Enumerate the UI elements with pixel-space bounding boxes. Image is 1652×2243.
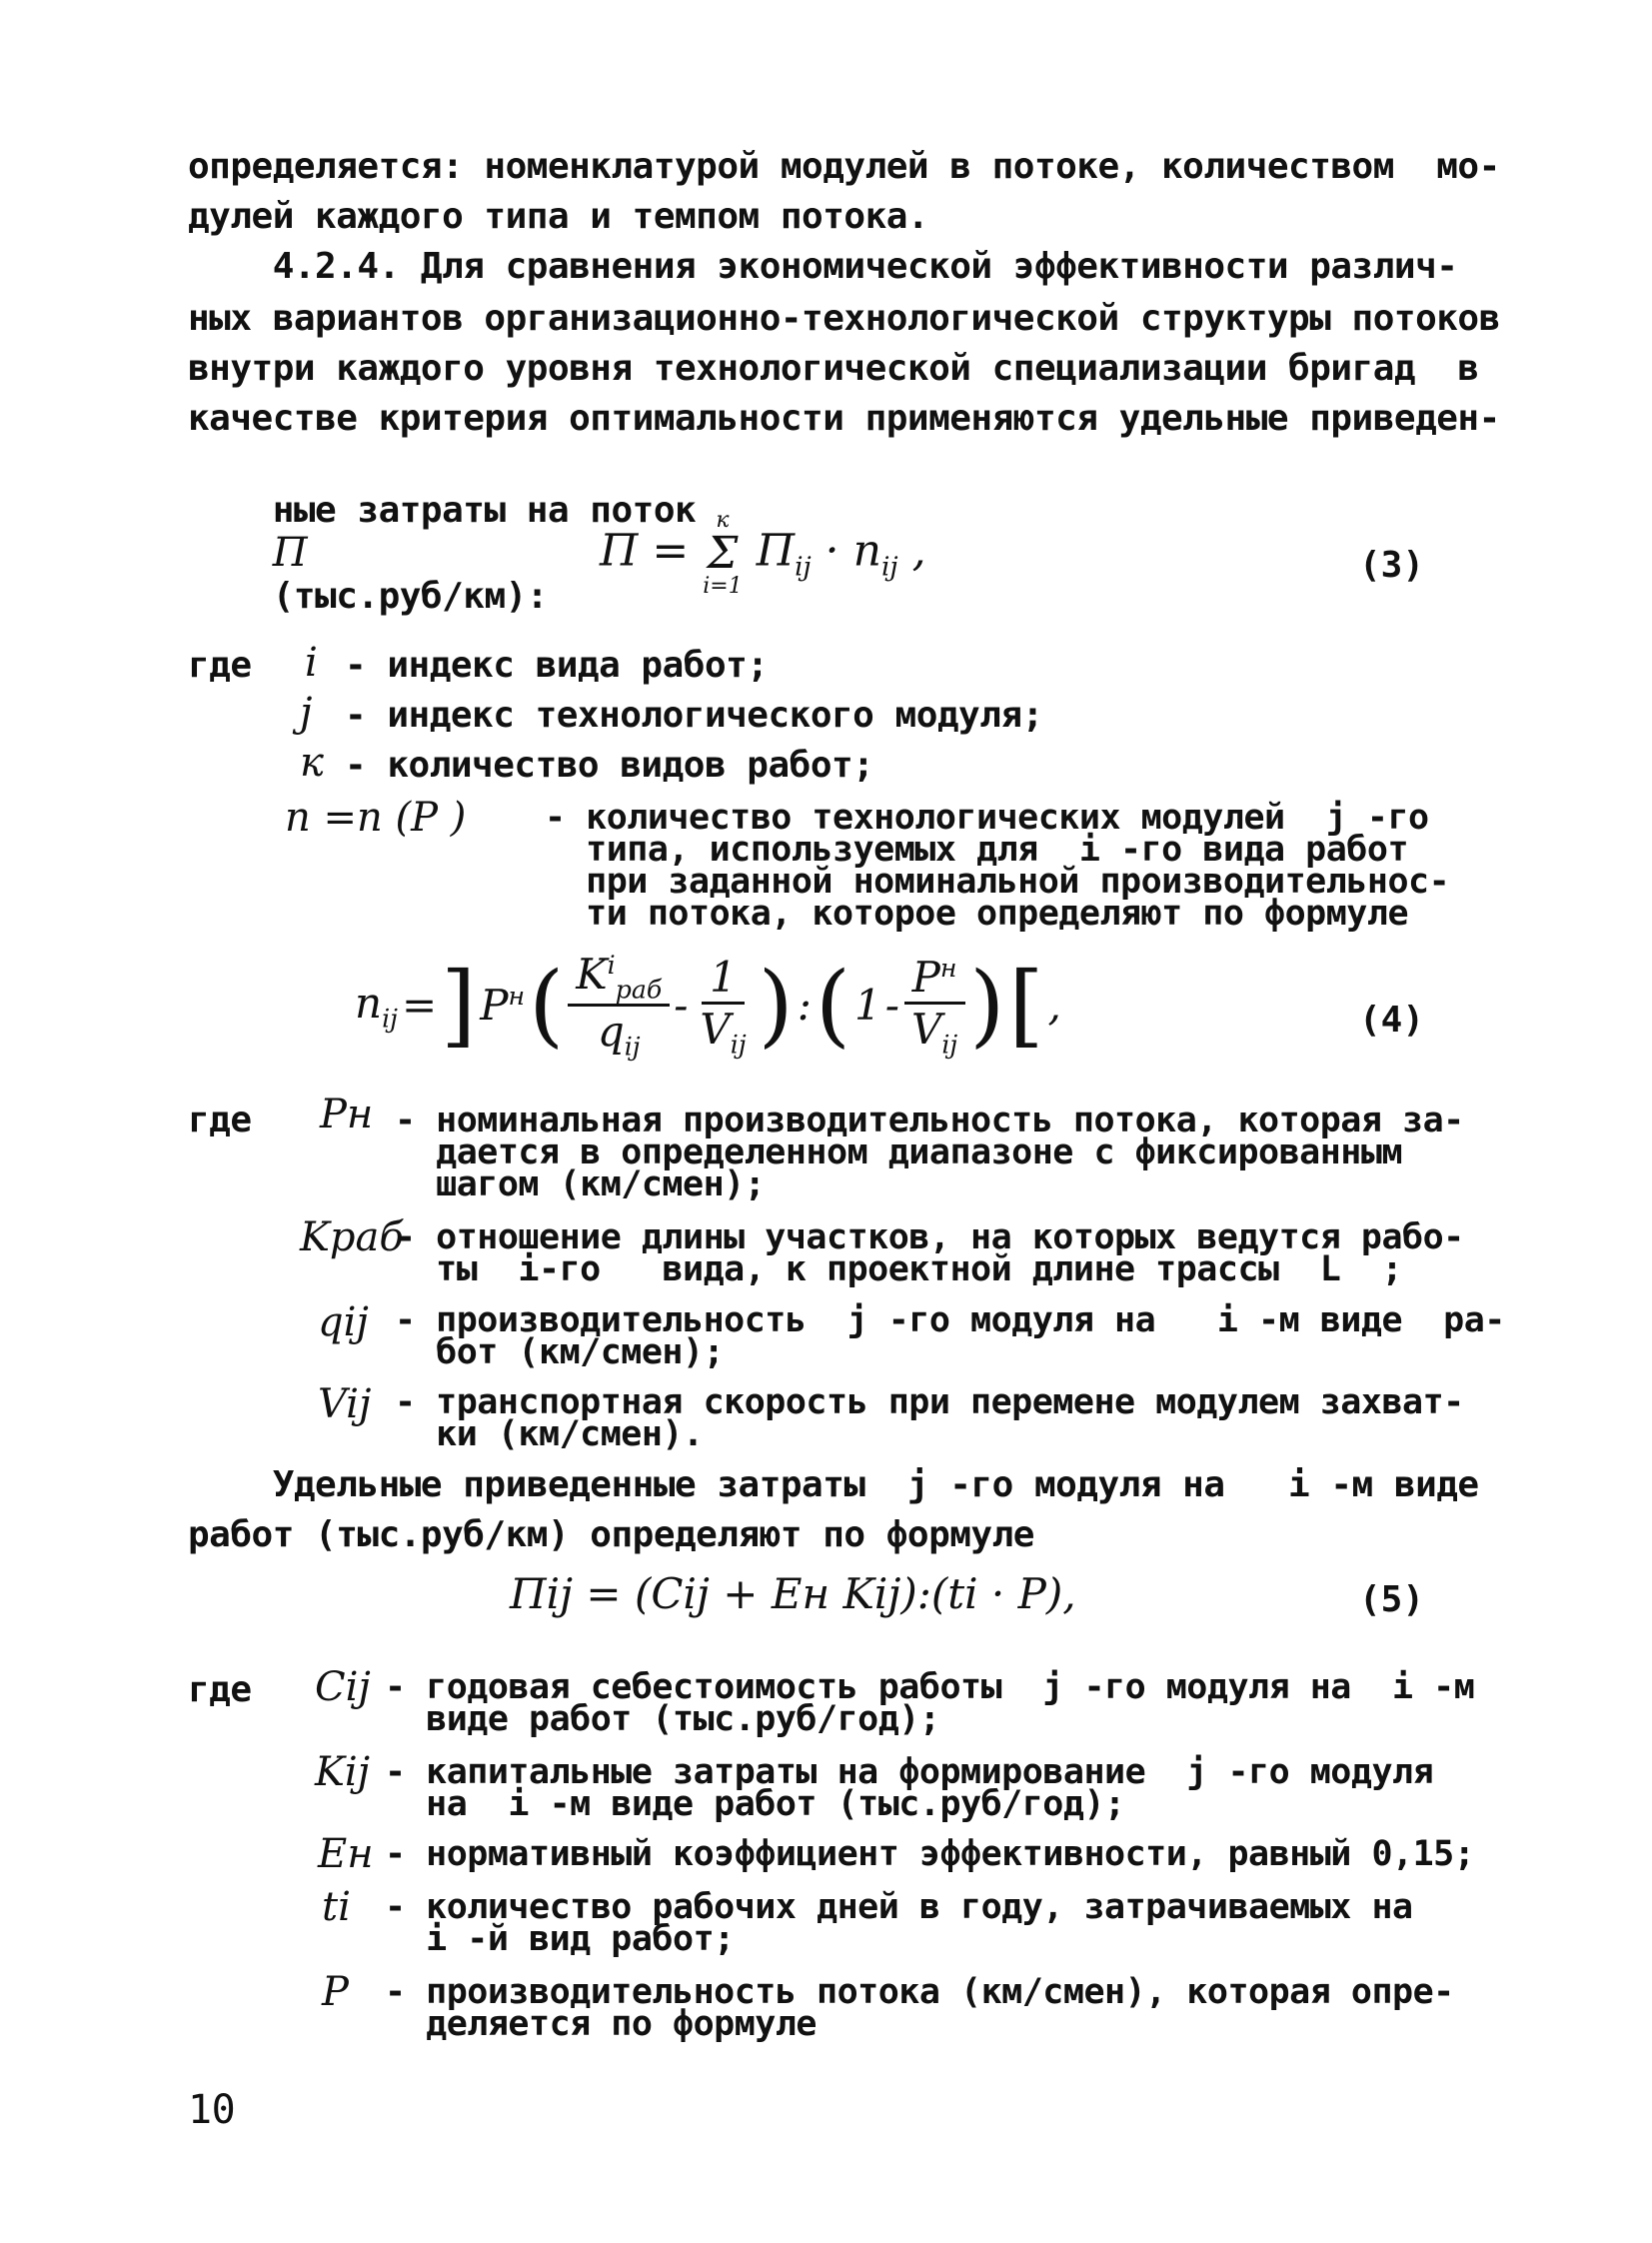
- section-line-5-unit: (тыс.руб/км):: [272, 576, 548, 617]
- c-symbol: Cij: [315, 1664, 371, 1710]
- eq3-body: П: [756, 525, 796, 577]
- eq4-lhs: $n_{ij}$: [355, 978, 398, 1034]
- v-definition-1: - транспортная скорость при перемене модулем захват-: [395, 1382, 1464, 1422]
- e-definition: - нормативный коэффициент эффективности, равный 0,15;: [385, 1834, 1475, 1874]
- n-definition-1: - количество технологических модулей j -го: [545, 798, 1429, 838]
- n-definition-2: типа, используемых для i -го вида работ: [545, 830, 1409, 870]
- k-capital-definition-2: на i -м виде работ (тыс.руб/год);: [385, 1784, 1125, 1824]
- t-symbol: ti: [322, 1884, 351, 1930]
- p-nominal-definition-3: шагом (км/смен);: [395, 1164, 766, 1204]
- close-paren-icon: ): [758, 952, 794, 1058]
- j-definition: - индекс технологического модуля;: [345, 695, 1043, 736]
- eq4-p: $P^н$: [480, 981, 526, 1031]
- equation-3-number: (3): [1359, 545, 1425, 586]
- right-bracket-icon: [: [1008, 952, 1044, 1058]
- t-definition-2: i -й вид работ;: [385, 1919, 735, 1959]
- n-symbol: n =n (P ): [285, 795, 467, 841]
- q-definition-1: - производительность j -го модуля на i -м виде ра-: [395, 1300, 1505, 1340]
- eq3-tail: ,: [897, 525, 926, 577]
- eq4-tail: ,: [1047, 981, 1061, 1031]
- close-paren-2-icon: ): [969, 952, 1005, 1058]
- eq4-colon: :: [797, 981, 812, 1031]
- eq4-one: 1: [854, 981, 881, 1031]
- k-work-definition-2: ты i-го вида, к проектной длине трассы L ;: [395, 1249, 1403, 1289]
- eq4-fraction-p-v: $\frac{P^н}{V_{ij}}$: [903, 953, 965, 1059]
- eq4-equals: =: [401, 981, 438, 1031]
- v-symbol: Vij: [318, 1381, 372, 1427]
- eq3-sum-bottom: i=1: [703, 574, 743, 599]
- open-paren-2-icon: (: [815, 952, 851, 1058]
- k-work-definition-1: - отношение длины участков, на которых ведутся рабо-: [395, 1217, 1464, 1257]
- q-symbol: qij: [318, 1299, 369, 1345]
- equation-3: [600, 510, 926, 598]
- eq3-dot-sub: ij: [880, 551, 898, 583]
- equation-5-number: (5): [1359, 1579, 1425, 1620]
- eq3-body-sub: ij: [795, 551, 812, 583]
- p-nominal-definition-2: дается в определенном диапазоне с фиксированным: [395, 1132, 1403, 1172]
- c-definition-1: - годовая себестоимость работы j -го модуля на i -м: [385, 1667, 1475, 1707]
- sigma-icon: Σ: [707, 528, 739, 579]
- equation-4: [355, 950, 1061, 1062]
- equation-4-number: (4): [1359, 1000, 1425, 1041]
- p-flow-definition-2: деляется по формуле: [385, 2004, 818, 2044]
- k-definition: - количество видов работ;: [345, 745, 874, 786]
- p-flow-definition-1: - производительность потока (км/смен), которая опре-: [385, 1972, 1454, 2012]
- n-definition-3: при заданной номинальной производительнос-: [545, 862, 1450, 902]
- intro-line-2: дулей каждого типа и темпом потока.: [188, 196, 929, 237]
- v-definition-2: ки (км/смен).: [395, 1414, 704, 1454]
- t-definition-1: - количество рабочих дней в году, затрачиваемых на: [385, 1887, 1413, 1927]
- page-number: 10: [188, 2087, 236, 2133]
- where-label-1: где: [188, 645, 252, 686]
- p-flow-symbol: P: [322, 1969, 349, 2015]
- i-symbol: i: [305, 640, 318, 686]
- open-paren-icon: (: [529, 952, 565, 1058]
- left-bracket-icon: ]: [441, 952, 477, 1058]
- eq4-fraction-k-q: $\frac{K^i_{раб}}{q_{ij}}$: [568, 950, 670, 1062]
- eq4-minus-2: -: [884, 981, 899, 1031]
- j-symbol: j: [300, 690, 313, 736]
- eq3-dot: · n: [811, 525, 881, 577]
- intro-line-1: определяется: номенклатурой модулей в потоке, количеством мо-: [188, 146, 1500, 187]
- n-definition-4: ти потока, которое определяют по формуле: [545, 894, 1409, 934]
- e-symbol: Eн: [318, 1831, 374, 1877]
- q-definition-2: бот (км/смен);: [395, 1332, 725, 1372]
- equation-5: Пij = (Cij + Eн Kij):(ti · P),: [510, 1569, 1076, 1618]
- k-work-symbol: Kраб: [300, 1214, 404, 1260]
- i-definition: - индекс вида работ;: [345, 645, 769, 686]
- k-capital-symbol: Kij: [315, 1749, 371, 1795]
- eq4-minus: -: [674, 981, 689, 1031]
- eq4-fraction-1-v: $\frac{1}{V_{ij}}$: [700, 952, 747, 1060]
- k-symbol: к: [300, 740, 324, 786]
- eq3-lhs: П =: [600, 525, 704, 577]
- section-line-1: 4.2.4. Для сравнения экономической эффективности различ-: [188, 246, 1458, 287]
- section-line-3: внутри каждого уровня технологической специализации бригад в: [188, 348, 1479, 389]
- where-label-3: где: [188, 1669, 252, 1710]
- eq3-sum: [703, 510, 742, 598]
- section-line-2: ных вариантов организационно-технологической структуры потоков: [188, 298, 1500, 339]
- eq3-sum-top: к: [716, 508, 730, 533]
- para2-line-2: работ (тыс.руб/км) определяют по формуле: [188, 1514, 1034, 1555]
- cost-symbol: П: [272, 530, 308, 576]
- para2-line-1: Удельные приведенные затраты j -го модуля на i -м виде: [188, 1464, 1479, 1505]
- k-capital-definition-1: - капитальные затраты на формирование j -го модуля: [385, 1752, 1434, 1792]
- where-label-2: где: [188, 1100, 252, 1140]
- p-nominal-definition-1: - номинальная производительность потока, которая за-: [395, 1101, 1464, 1140]
- section-line-4: качестве критерия оптимальности применяются удельные приведен-: [188, 398, 1500, 439]
- p-nominal-symbol: Pн: [320, 1092, 374, 1137]
- section-line-5-text: ные затраты на поток: [272, 490, 697, 531]
- c-definition-2: виде работ (тыс.руб/год);: [385, 1699, 940, 1739]
